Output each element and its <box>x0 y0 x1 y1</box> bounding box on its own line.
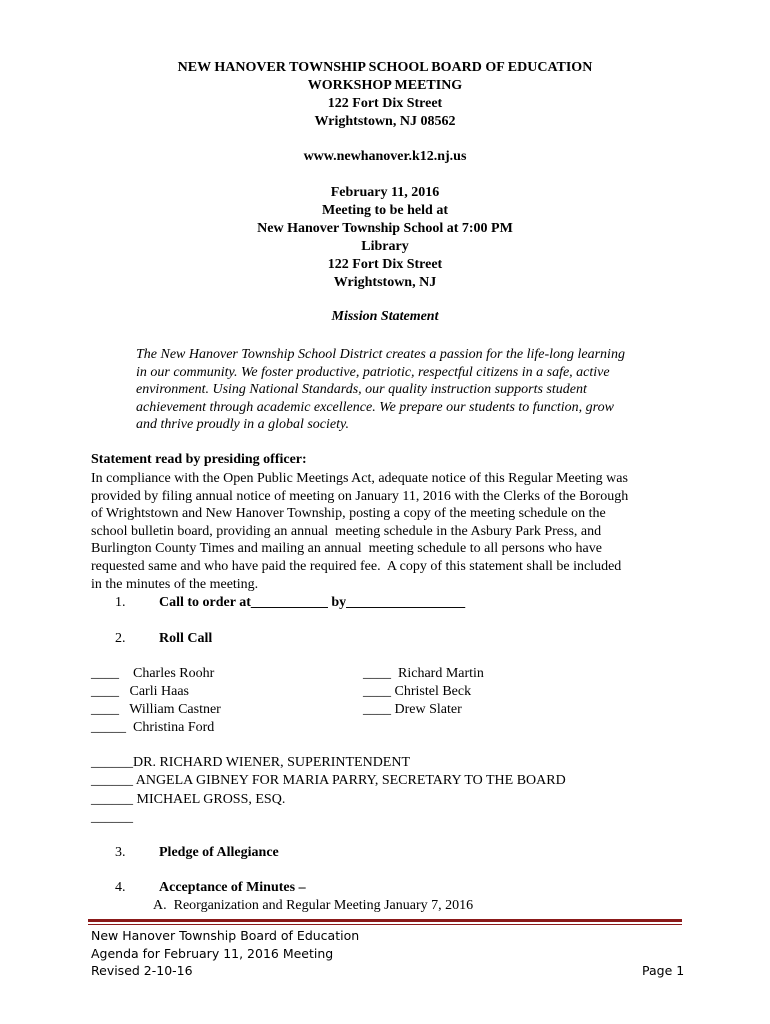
meeting-room: Library <box>361 239 409 254</box>
mission-title: Mission Statement <box>331 309 439 324</box>
meeting-city: Wrightstown, NJ <box>333 275 437 290</box>
mission-line: and thrive proudly in a global society. <box>136 417 349 432</box>
statement-line: school bulletin board, providing an annual meeting schedule in the Asbury Park Press, and <box>91 523 602 539</box>
statement-line: provided by filing annual notice of meeting on January 11, 2016 with the Clerks of the Borough <box>91 488 629 504</box>
item-3-pledge: Pledge of Allegiance <box>159 845 279 860</box>
meeting-held-at: Meeting to be held at <box>322 203 448 218</box>
header-street: 122 Fort Dix Street <box>327 96 443 111</box>
mission-line: in our community. We foster productive, patriotic, respectful citizens in a safe, active <box>136 364 610 380</box>
statement-line: requested same and who have paid the required fee. A copy of this statement shall be included <box>91 558 622 574</box>
item-4-number: 4. <box>115 880 126 895</box>
header-city: Wrightstown, NJ 08562 <box>314 114 456 129</box>
roll-call-entry: ____ Christel Beck <box>363 684 472 699</box>
item-4-acceptance-of-minutes: Acceptance of Minutes – <box>159 880 306 895</box>
header-website: www.newhanover.k12.nj.us <box>303 149 467 164</box>
meeting-location: New Hanover Township School at 7:00 PM <box>257 221 513 236</box>
staff-entry: ______ <box>91 810 133 825</box>
footer-divider <box>88 919 682 922</box>
staff-entry: ______DR. RICHARD WIENER, SUPERINTENDENT <box>91 755 411 770</box>
item-2-number: 2. <box>115 631 126 646</box>
item-1-call-to-order: Call to order at___________ by_________________ <box>159 595 466 610</box>
item-2-roll-call: Roll Call <box>159 631 213 646</box>
statement-line: in the minutes of the meeting. <box>91 576 259 592</box>
statement-line: Burlington County Times and mailing an annual meeting schedule to all persons who have <box>91 541 602 557</box>
statement-title: Statement read by presiding officer: <box>91 452 307 467</box>
staff-entry: ______ ANGELA GIBNEY FOR MARIA PARRY, SECRETARY TO THE BOARD <box>91 773 566 788</box>
statement-line: In compliance with the Open Public Meetings Act, adequate notice of this Regular Meeting was <box>91 471 628 486</box>
staff-entry: ______ MICHAEL GROSS, ESQ. <box>91 792 286 807</box>
footer-revised-date: Revised 2-10-16 <box>91 963 193 978</box>
footer-divider-thin <box>88 924 682 925</box>
header-meeting-type: WORKSHOP MEETING <box>307 78 463 93</box>
statement-line: of Wrightstown and New Hanover Township, posting a copy of the meeting schedule on the <box>91 506 606 522</box>
footer-board-name: New Hanover Township Board of Education <box>91 928 360 943</box>
roll-call-entry: ____ Drew Slater <box>363 702 462 717</box>
mission-line: environment. Using National Standards, our quality instruction supports student <box>136 382 587 397</box>
item-3-number: 3. <box>115 845 126 860</box>
meeting-date: February 11, 2016 <box>330 185 440 200</box>
mission-statement <box>136 346 681 434</box>
page-number: Page 1 <box>642 963 685 978</box>
roll-call-entry: ____ Charles Roohr <box>91 666 215 681</box>
roll-call-entry: _____ Christina Ford <box>91 720 215 735</box>
item-4-subitem-a: A. Reorganization and Regular Meeting January 7, 2016 <box>153 898 474 913</box>
item-1-number: 1. <box>115 595 126 610</box>
header-title: NEW HANOVER TOWNSHIP SCHOOL BOARD OF EDUCATION <box>177 60 593 75</box>
roll-call-entry: ____ Carli Haas <box>91 684 189 699</box>
mission-line: The New Hanover Township School District creates a passion for the life-long learning <box>136 347 625 362</box>
footer-agenda-title: Agenda for February 11, 2016 Meeting <box>91 946 334 961</box>
meeting-street: 122 Fort Dix Street <box>327 257 443 272</box>
statement-body <box>91 470 681 593</box>
roll-call-entry: ____ Richard Martin <box>363 666 484 681</box>
mission-line: achievement through academic excellence. We prepare our students to function, grow <box>136 399 614 415</box>
roll-call-entry: ____ William Castner <box>91 702 221 717</box>
